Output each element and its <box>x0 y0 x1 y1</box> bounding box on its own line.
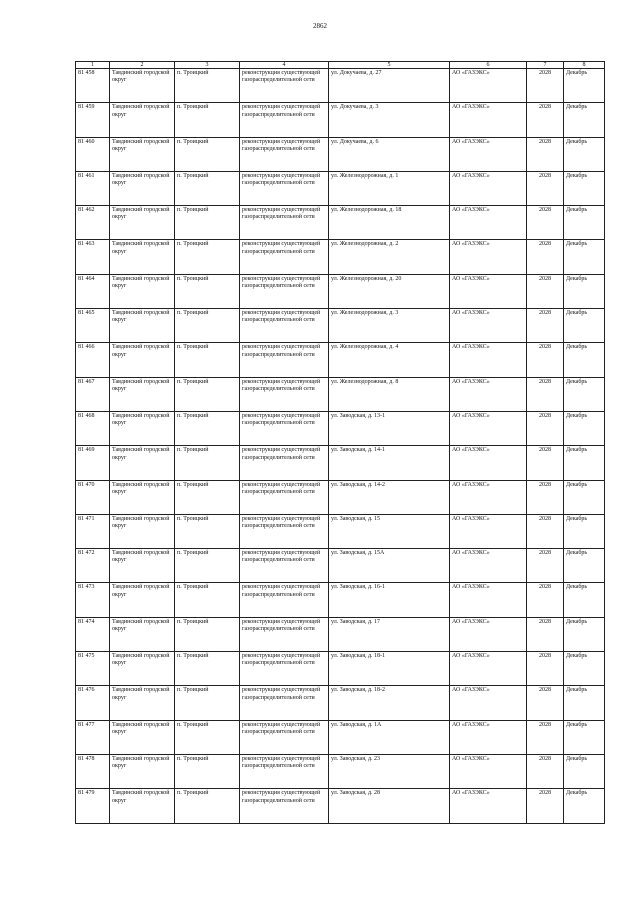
column-header: 4 <box>240 62 329 69</box>
organization-cell: АО «ГАЗЭКС» <box>450 103 527 137</box>
table-body <box>76 69 605 824</box>
work-type-cell: реконструкция существующей газораспределительной сети <box>240 240 329 274</box>
work-type-cell: реконструкция существующей газораспределительной сети <box>240 652 329 686</box>
work-type-cell: реконструкция существующей газораспределительной сети <box>240 446 329 480</box>
year-cell: 2028 <box>527 240 564 274</box>
district-cell: Тавдинский городской округ <box>110 446 175 480</box>
month-cell: Декабрь <box>564 617 605 651</box>
year-cell: 2028 <box>527 171 564 205</box>
organization-cell: АО «ГАЗЭКС» <box>450 274 527 308</box>
year-cell: 2028 <box>527 686 564 720</box>
locality-cell: п. Троицкий <box>175 549 240 583</box>
address-cell: ул. Заводская, д. 15А <box>329 549 450 583</box>
table-row <box>76 137 605 171</box>
row-number-cell: 81 465 <box>76 309 110 343</box>
organization-cell: АО «ГАЗЭКС» <box>450 480 527 514</box>
column-header: 8 <box>564 62 605 69</box>
month-cell: Декабрь <box>564 377 605 411</box>
organization-cell: АО «ГАЗЭКС» <box>450 617 527 651</box>
address-cell: ул. Докучаева, д. 3 <box>329 103 450 137</box>
year-cell: 2028 <box>527 343 564 377</box>
row-number-cell: 81 461 <box>76 171 110 205</box>
month-cell: Декабрь <box>564 446 605 480</box>
year-cell: 2028 <box>527 754 564 788</box>
district-cell: Тавдинский городской округ <box>110 514 175 548</box>
month-cell: Декабрь <box>564 206 605 240</box>
locality-cell: п. Троицкий <box>175 103 240 137</box>
month-cell: Декабрь <box>564 754 605 788</box>
district-cell: Тавдинский городской округ <box>110 720 175 754</box>
register-table <box>75 61 605 824</box>
work-type-cell: реконструкция существующей газораспределительной сети <box>240 411 329 445</box>
column-header: 6 <box>450 62 527 69</box>
year-cell: 2028 <box>527 583 564 617</box>
month-cell: Декабрь <box>564 411 605 445</box>
locality-cell: п. Троицкий <box>175 514 240 548</box>
table-row <box>76 549 605 583</box>
table-row <box>76 274 605 308</box>
organization-cell: АО «ГАЗЭКС» <box>450 686 527 720</box>
locality-cell: п. Троицкий <box>175 240 240 274</box>
month-cell: Декабрь <box>564 652 605 686</box>
year-cell: 2028 <box>527 103 564 137</box>
organization-cell: АО «ГАЗЭКС» <box>450 411 527 445</box>
year-cell: 2028 <box>527 514 564 548</box>
district-cell: Тавдинский городской округ <box>110 137 175 171</box>
month-cell: Декабрь <box>564 103 605 137</box>
organization-cell: АО «ГАЗЭКС» <box>450 69 527 103</box>
row-number-cell: 81 478 <box>76 754 110 788</box>
district-cell: Тавдинский городской округ <box>110 652 175 686</box>
month-cell: Декабрь <box>564 514 605 548</box>
year-cell: 2028 <box>527 137 564 171</box>
work-type-cell: реконструкция существующей газораспределительной сети <box>240 377 329 411</box>
locality-cell: п. Троицкий <box>175 171 240 205</box>
year-cell: 2028 <box>527 480 564 514</box>
district-cell: Тавдинский городской округ <box>110 686 175 720</box>
row-number-cell: 81 479 <box>76 789 110 823</box>
address-cell: ул. Железнодорожная, д. 20 <box>329 274 450 308</box>
district-cell: Тавдинский городской округ <box>110 69 175 103</box>
address-cell: ул. Докучаева, д. 27 <box>329 69 450 103</box>
district-cell: Тавдинский городской округ <box>110 480 175 514</box>
address-cell: ул. Заводская, д. 1А <box>329 720 450 754</box>
row-number-cell: 81 459 <box>76 103 110 137</box>
table-row <box>76 377 605 411</box>
locality-cell: п. Троицкий <box>175 206 240 240</box>
table-row <box>76 69 605 103</box>
work-type-cell: реконструкция существующей газораспределительной сети <box>240 69 329 103</box>
table-row <box>76 514 605 548</box>
row-number-cell: 81 469 <box>76 446 110 480</box>
work-type-cell: реконструкция существующей газораспределительной сети <box>240 171 329 205</box>
month-cell: Декабрь <box>564 720 605 754</box>
organization-cell: АО «ГАЗЭКС» <box>450 549 527 583</box>
table-row <box>76 309 605 343</box>
table-row <box>76 789 605 823</box>
month-cell: Декабрь <box>564 171 605 205</box>
work-type-cell: реконструкция существующей газораспределительной сети <box>240 103 329 137</box>
table-row <box>76 617 605 651</box>
column-header: 2 <box>110 62 175 69</box>
locality-cell: п. Троицкий <box>175 789 240 823</box>
organization-cell: АО «ГАЗЭКС» <box>450 720 527 754</box>
row-number-cell: 81 472 <box>76 549 110 583</box>
table-row <box>76 720 605 754</box>
work-type-cell: реконструкция существующей газораспределительной сети <box>240 789 329 823</box>
table-row <box>76 686 605 720</box>
row-number-cell: 81 470 <box>76 480 110 514</box>
year-cell: 2028 <box>527 309 564 343</box>
locality-cell: п. Троицкий <box>175 652 240 686</box>
district-cell: Тавдинский городской округ <box>110 103 175 137</box>
row-number-cell: 81 477 <box>76 720 110 754</box>
table-row <box>76 446 605 480</box>
address-cell: ул. Железнодорожная, д. 1 <box>329 171 450 205</box>
district-cell: Тавдинский городской округ <box>110 377 175 411</box>
locality-cell: п. Троицкий <box>175 480 240 514</box>
table-row <box>76 171 605 205</box>
address-cell: ул. Заводская, д. 15 <box>329 514 450 548</box>
month-cell: Декабрь <box>564 343 605 377</box>
district-cell: Тавдинский городской округ <box>110 754 175 788</box>
address-cell: ул. Заводская, д. 18-2 <box>329 686 450 720</box>
month-cell: Декабрь <box>564 583 605 617</box>
organization-cell: АО «ГАЗЭКС» <box>450 206 527 240</box>
work-type-cell: реконструкция существующей газораспределительной сети <box>240 137 329 171</box>
work-type-cell: реконструкция существующей газораспределительной сети <box>240 514 329 548</box>
work-type-cell: реконструкция существующей газораспределительной сети <box>240 274 329 308</box>
month-cell: Декабрь <box>564 549 605 583</box>
row-number-cell: 81 462 <box>76 206 110 240</box>
address-cell: ул. Докучаева, д. 6 <box>329 137 450 171</box>
locality-cell: п. Троицкий <box>175 69 240 103</box>
work-type-cell: реконструкция существующей газораспределительной сети <box>240 617 329 651</box>
row-number-cell: 81 467 <box>76 377 110 411</box>
year-cell: 2028 <box>527 206 564 240</box>
row-number-cell: 81 474 <box>76 617 110 651</box>
row-number-cell: 81 473 <box>76 583 110 617</box>
year-cell: 2028 <box>527 549 564 583</box>
district-cell: Тавдинский городской округ <box>110 274 175 308</box>
year-cell: 2028 <box>527 789 564 823</box>
locality-cell: п. Троицкий <box>175 274 240 308</box>
work-type-cell: реконструкция существующей газораспределительной сети <box>240 720 329 754</box>
organization-cell: АО «ГАЗЭКС» <box>450 137 527 171</box>
district-cell: Тавдинский городской округ <box>110 309 175 343</box>
month-cell: Декабрь <box>564 309 605 343</box>
table-row <box>76 206 605 240</box>
address-cell: ул. Железнодорожная, д. 3 <box>329 309 450 343</box>
table-row <box>76 240 605 274</box>
address-cell: ул. Заводская, д. 16-1 <box>329 583 450 617</box>
district-cell: Тавдинский городской округ <box>110 206 175 240</box>
district-cell: Тавдинский городской округ <box>110 789 175 823</box>
table-row <box>76 480 605 514</box>
locality-cell: п. Троицкий <box>175 686 240 720</box>
row-number-cell: 81 468 <box>76 411 110 445</box>
address-cell: ул. Заводская, д. 13-1 <box>329 411 450 445</box>
row-number-cell: 81 476 <box>76 686 110 720</box>
row-number-cell: 81 475 <box>76 652 110 686</box>
locality-cell: п. Троицкий <box>175 309 240 343</box>
year-cell: 2028 <box>527 69 564 103</box>
organization-cell: АО «ГАЗЭКС» <box>450 652 527 686</box>
organization-cell: АО «ГАЗЭКС» <box>450 789 527 823</box>
locality-cell: п. Троицкий <box>175 411 240 445</box>
work-type-cell: реконструкция существующей газораспределительной сети <box>240 549 329 583</box>
year-cell: 2028 <box>527 411 564 445</box>
row-number-cell: 81 460 <box>76 137 110 171</box>
organization-cell: АО «ГАЗЭКС» <box>450 343 527 377</box>
year-cell: 2028 <box>527 446 564 480</box>
locality-cell: п. Троицкий <box>175 720 240 754</box>
organization-cell: АО «ГАЗЭКС» <box>450 240 527 274</box>
work-type-cell: реконструкция существующей газораспределительной сети <box>240 754 329 788</box>
district-cell: Тавдинский городской округ <box>110 343 175 377</box>
address-cell: ул. Заводская, д. 14-2 <box>329 480 450 514</box>
locality-cell: п. Троицкий <box>175 343 240 377</box>
locality-cell: п. Троицкий <box>175 583 240 617</box>
month-cell: Декабрь <box>564 789 605 823</box>
year-cell: 2028 <box>527 617 564 651</box>
month-cell: Декабрь <box>564 137 605 171</box>
district-cell: Тавдинский городской округ <box>110 583 175 617</box>
organization-cell: АО «ГАЗЭКС» <box>450 514 527 548</box>
organization-cell: АО «ГАЗЭКС» <box>450 309 527 343</box>
year-cell: 2028 <box>527 377 564 411</box>
table-row <box>76 411 605 445</box>
address-cell: ул. Железнодорожная, д. 8 <box>329 377 450 411</box>
month-cell: Декабрь <box>564 69 605 103</box>
month-cell: Декабрь <box>564 686 605 720</box>
organization-cell: АО «ГАЗЭКС» <box>450 377 527 411</box>
work-type-cell: реконструкция существующей газораспределительной сети <box>240 480 329 514</box>
row-number-cell: 81 458 <box>76 69 110 103</box>
address-cell: ул. Заводская, д. 28 <box>329 789 450 823</box>
organization-cell: АО «ГАЗЭКС» <box>450 171 527 205</box>
work-type-cell: реконструкция существующей газораспределительной сети <box>240 309 329 343</box>
row-number-cell: 81 463 <box>76 240 110 274</box>
organization-cell: АО «ГАЗЭКС» <box>450 446 527 480</box>
row-number-cell: 81 471 <box>76 514 110 548</box>
address-cell: ул. Заводская, д. 18-1 <box>329 652 450 686</box>
district-cell: Тавдинский городской округ <box>110 240 175 274</box>
page-number: 2862 <box>313 22 327 30</box>
address-cell: ул. Заводская, д. 23 <box>329 754 450 788</box>
month-cell: Декабрь <box>564 480 605 514</box>
month-cell: Декабрь <box>564 240 605 274</box>
district-cell: Тавдинский городской округ <box>110 617 175 651</box>
column-header: 5 <box>329 62 450 69</box>
table-row <box>76 103 605 137</box>
column-header: 1 <box>76 62 110 69</box>
district-cell: Тавдинский городской округ <box>110 549 175 583</box>
district-cell: Тавдинский городской округ <box>110 411 175 445</box>
year-cell: 2028 <box>527 652 564 686</box>
table-row <box>76 754 605 788</box>
year-cell: 2028 <box>527 274 564 308</box>
table-row <box>76 343 605 377</box>
work-type-cell: реконструкция существующей газораспределительной сети <box>240 343 329 377</box>
address-cell: ул. Железнодорожная, д. 4 <box>329 343 450 377</box>
address-cell: ул. Заводская, д. 14-1 <box>329 446 450 480</box>
row-number-cell: 81 466 <box>76 343 110 377</box>
column-header: 7 <box>527 62 564 69</box>
address-cell: ул. Железнодорожная, д. 2 <box>329 240 450 274</box>
column-header: 3 <box>175 62 240 69</box>
organization-cell: АО «ГАЗЭКС» <box>450 754 527 788</box>
organization-cell: АО «ГАЗЭКС» <box>450 583 527 617</box>
locality-cell: п. Троицкий <box>175 137 240 171</box>
locality-cell: п. Троицкий <box>175 377 240 411</box>
row-number-cell: 81 464 <box>76 274 110 308</box>
work-type-cell: реконструкция существующей газораспределительной сети <box>240 583 329 617</box>
locality-cell: п. Троицкий <box>175 446 240 480</box>
work-type-cell: реконструкция существующей газораспределительной сети <box>240 686 329 720</box>
year-cell: 2028 <box>527 720 564 754</box>
district-cell: Тавдинский городской округ <box>110 171 175 205</box>
address-cell: ул. Заводская, д. 17 <box>329 617 450 651</box>
column-number-row <box>76 62 605 69</box>
locality-cell: п. Троицкий <box>175 754 240 788</box>
table-row <box>76 583 605 617</box>
locality-cell: п. Троицкий <box>175 617 240 651</box>
address-cell: ул. Железнодорожная, д. 18 <box>329 206 450 240</box>
table-row <box>76 652 605 686</box>
work-type-cell: реконструкция существующей газораспределительной сети <box>240 206 329 240</box>
month-cell: Декабрь <box>564 274 605 308</box>
